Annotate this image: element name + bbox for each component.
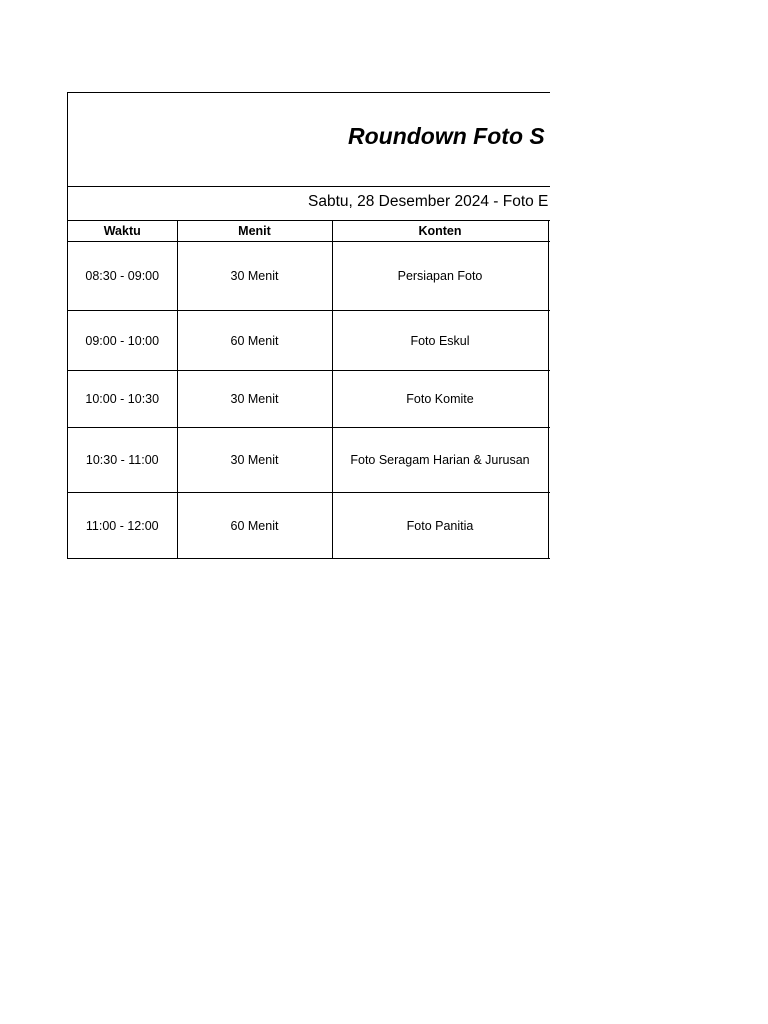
cell-menit: 30 Menit (177, 242, 332, 311)
header-konten: Konten (332, 221, 548, 242)
cell-konten: Foto Seragam Harian & Jurusan (332, 428, 548, 493)
cell-cut-off (548, 493, 550, 559)
header-menit: Menit (177, 221, 332, 242)
subtitle-row (68, 187, 550, 221)
cell-konten: Foto Panitia (332, 493, 548, 559)
cell-menit: 60 Menit (177, 493, 332, 559)
cell-cut-off (548, 311, 550, 371)
table-row (68, 493, 550, 559)
table-row (68, 428, 550, 493)
header-cut-off (548, 221, 550, 242)
title-row (68, 93, 550, 187)
table-row (68, 371, 550, 428)
document-subtitle: Sabtu, 28 Desember 2024 - Foto E (308, 193, 549, 210)
cell-waktu: 11:00 - 12:00 (68, 493, 177, 559)
schedule-table (68, 221, 550, 559)
cell-menit: 30 Menit (177, 428, 332, 493)
table-row (68, 242, 550, 311)
cell-waktu: 10:30 - 11:00 (68, 428, 177, 493)
cell-menit: 30 Menit (177, 371, 332, 428)
cell-konten: Foto Eskul (332, 311, 548, 371)
cell-konten: Persiapan Foto (332, 242, 548, 311)
cell-cut-off (548, 428, 550, 493)
document-title: Roundown Foto S (348, 123, 545, 149)
table-header-row (68, 221, 550, 242)
schedule-sheet (67, 92, 550, 560)
cell-waktu: 09:00 - 10:00 (68, 311, 177, 371)
cell-cut-off (548, 242, 550, 311)
cell-konten: Foto Komite (332, 371, 548, 428)
cell-waktu: 08:30 - 09:00 (68, 242, 177, 311)
schedule-frame (67, 92, 550, 559)
table-row (68, 311, 550, 371)
cell-menit: 60 Menit (177, 311, 332, 371)
header-waktu: Waktu (68, 221, 177, 242)
cell-cut-off (548, 371, 550, 428)
cell-waktu: 10:00 - 10:30 (68, 371, 177, 428)
